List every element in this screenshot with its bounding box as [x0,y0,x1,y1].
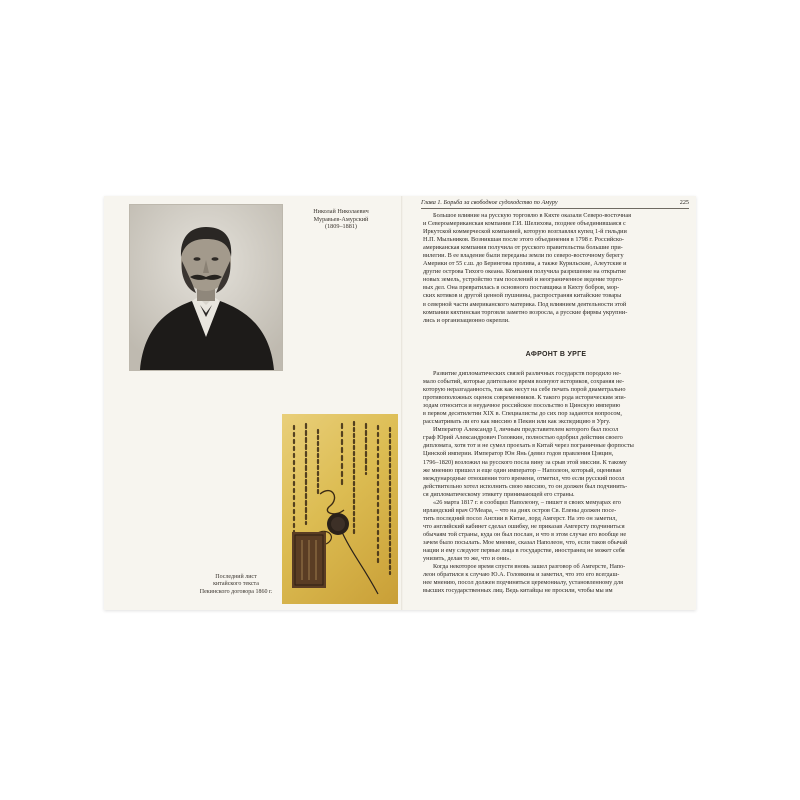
text-line: Развитие дипломатических связей различных государств породило не- [433,370,622,377]
text-line: другие острова Тихого океана. Компания получила разрешение на открытие [423,268,627,276]
running-title: Глава 1. Борьба за свободное судоходство по Амуру [421,199,558,206]
paragraph-kyakhta-trade [423,212,689,325]
text-line: леон обратился к случаю Ю.А. Головкина и заметил, что это его всегдаш- [423,571,620,579]
text-line: 1796–1820) возложил на русского посла вину за срыв этой миссии. К такому [423,458,627,466]
text-line: в первом десятилетии XIX в. Специалисты до сих пор задаются вопросом, [423,410,622,418]
text-line: вилегии. В ее владение были переданы земли по северо-восточному берегу [423,252,624,260]
text-line: Цинской империи. Император Юн Янь (девиз годов правления Цзяцин, [423,450,614,458]
text-line: Иркутской коммерческой компанией, которую возглавлял купец 1-й гильдии [423,228,627,236]
text-line: действительно хотел исполнить свою миссию, то он должен был подчинить- [423,482,628,490]
running-header [421,199,689,209]
text-line: зодам относится и неудачное российское посольство в Цинскую империю [423,402,621,410]
paragraph-urga-affront [423,370,689,595]
text-line: Большое влияние на русскую торговлю в Кяхте оказали Северо-восточная [433,212,632,219]
text-line: тить последний посол Англии в Китае, лорд Амгерст. На это он заметил, [423,514,617,522]
text-line: американская компания получила от русского правительства большие при- [423,244,623,252]
text-line: высших государственных лиц. Ведь китайцы не просили, чтобы мы им [423,587,613,595]
text-line: нации и ему следуют первые лица в государстве, иностранец не может себя [423,547,625,555]
text-line: лись и организационно окрепли. [423,316,510,324]
text-line: «26 марта 1817 г. я сообщил Наполеону, – пишет в своих мемуарах его [433,498,621,506]
text-line: рассматривать ли его как миссию в Пекин или как экспедицию в Ургу. [423,418,611,426]
text-line: Когда некоторое время спустя вновь зашел разговор об Амгерсте, Напо- [433,563,626,571]
text-line: и Североамериканская компании Г.И. Шелихова, позднее объединившаяся с [423,220,626,228]
right-page [403,196,696,610]
text-line: унизить, делая то же, что и они». [423,555,511,563]
text-line: которую неразгаданность, так как несут на себе печать порой диаметрально [423,386,626,394]
text-line: ирландский врач О'Мeара, – что на днях остров Св. Елены должен посе- [423,506,617,514]
chinese-treaty-document-image [282,414,398,604]
section-heading: АФРОНТ В УРГЕ [525,351,587,358]
text-line: ских котиков и другой ценной пушнины, распространяя китайские товары [423,292,622,300]
caption-line: китайского текста [213,581,259,588]
text-line: ся дипломатическому этикету принимающей его страны. [423,490,575,498]
text-line: в северной части американского материка. Под влиянием деятельности этой [423,300,627,308]
text-line: дипломата, хотя тот и не сумел проехать в Китай через пограничные форпосты [423,442,634,450]
text-line: же мнению пришел и еще один император – Наполеон, который, оценивая [423,466,622,474]
caption-line: (1809–1881) [325,223,357,231]
text-line: вых дел. Она превратилась в основного поставщика в Кяхту бобров, мор- [423,284,620,292]
caption-line: Последний лист [215,574,257,580]
caption-line: Николай Николаевич [313,208,369,215]
text-line: новых земель, устройство там поселений и неограниченное ведение торго- [423,276,624,284]
text-line: противоположных оценок современников. К такого рода историческим эпи- [423,394,626,402]
page-number: 225 [679,199,689,206]
text-line: нее мнению, посол должен подчиняться церемониалу, установленному для [423,579,623,587]
text-line: Н.П. Мыльников. Возникшая после этого объединения в 1798 г. Российско- [423,236,624,244]
text-line: компании кяхтинская торговля заметно возросла, а русские фирмы укрупни- [423,308,628,316]
text-line: мало событий, которые длительное время волнуют историков, сохраняя не- [423,378,625,386]
portrait-caption [286,208,396,231]
text-line: Император Александр I, личным представителем которого был посол [433,426,619,434]
text-line: что английский кабинет сделал ошибку, не приказав Амгерсту подчиниться [423,522,625,530]
portrait-muravyov-amursky [129,204,283,371]
book-spread [104,196,696,610]
document-caption [192,574,280,596]
text-line: обычаям той страны, куда он был послан, и что в этом случае его вообще не [423,530,627,538]
caption-line: Пекинского договора 1860 г. [199,588,273,595]
caption-line: Муравьев-Амурский [313,215,369,223]
text-line: Америки от 55 с.ш. до Берингова пролива, а также Курильские, Алеутские и [423,260,627,268]
left-page [104,196,401,610]
text-line: международные отношения того времени, отметил, что если русский посол [423,474,625,482]
text-line: граф Юрий Александрович Головкин, полностью одобрил действия своего [423,434,623,442]
text-line: зачем было посылать. Мое мнение, сказал Наполеон, что, если таков обычай [423,538,628,546]
